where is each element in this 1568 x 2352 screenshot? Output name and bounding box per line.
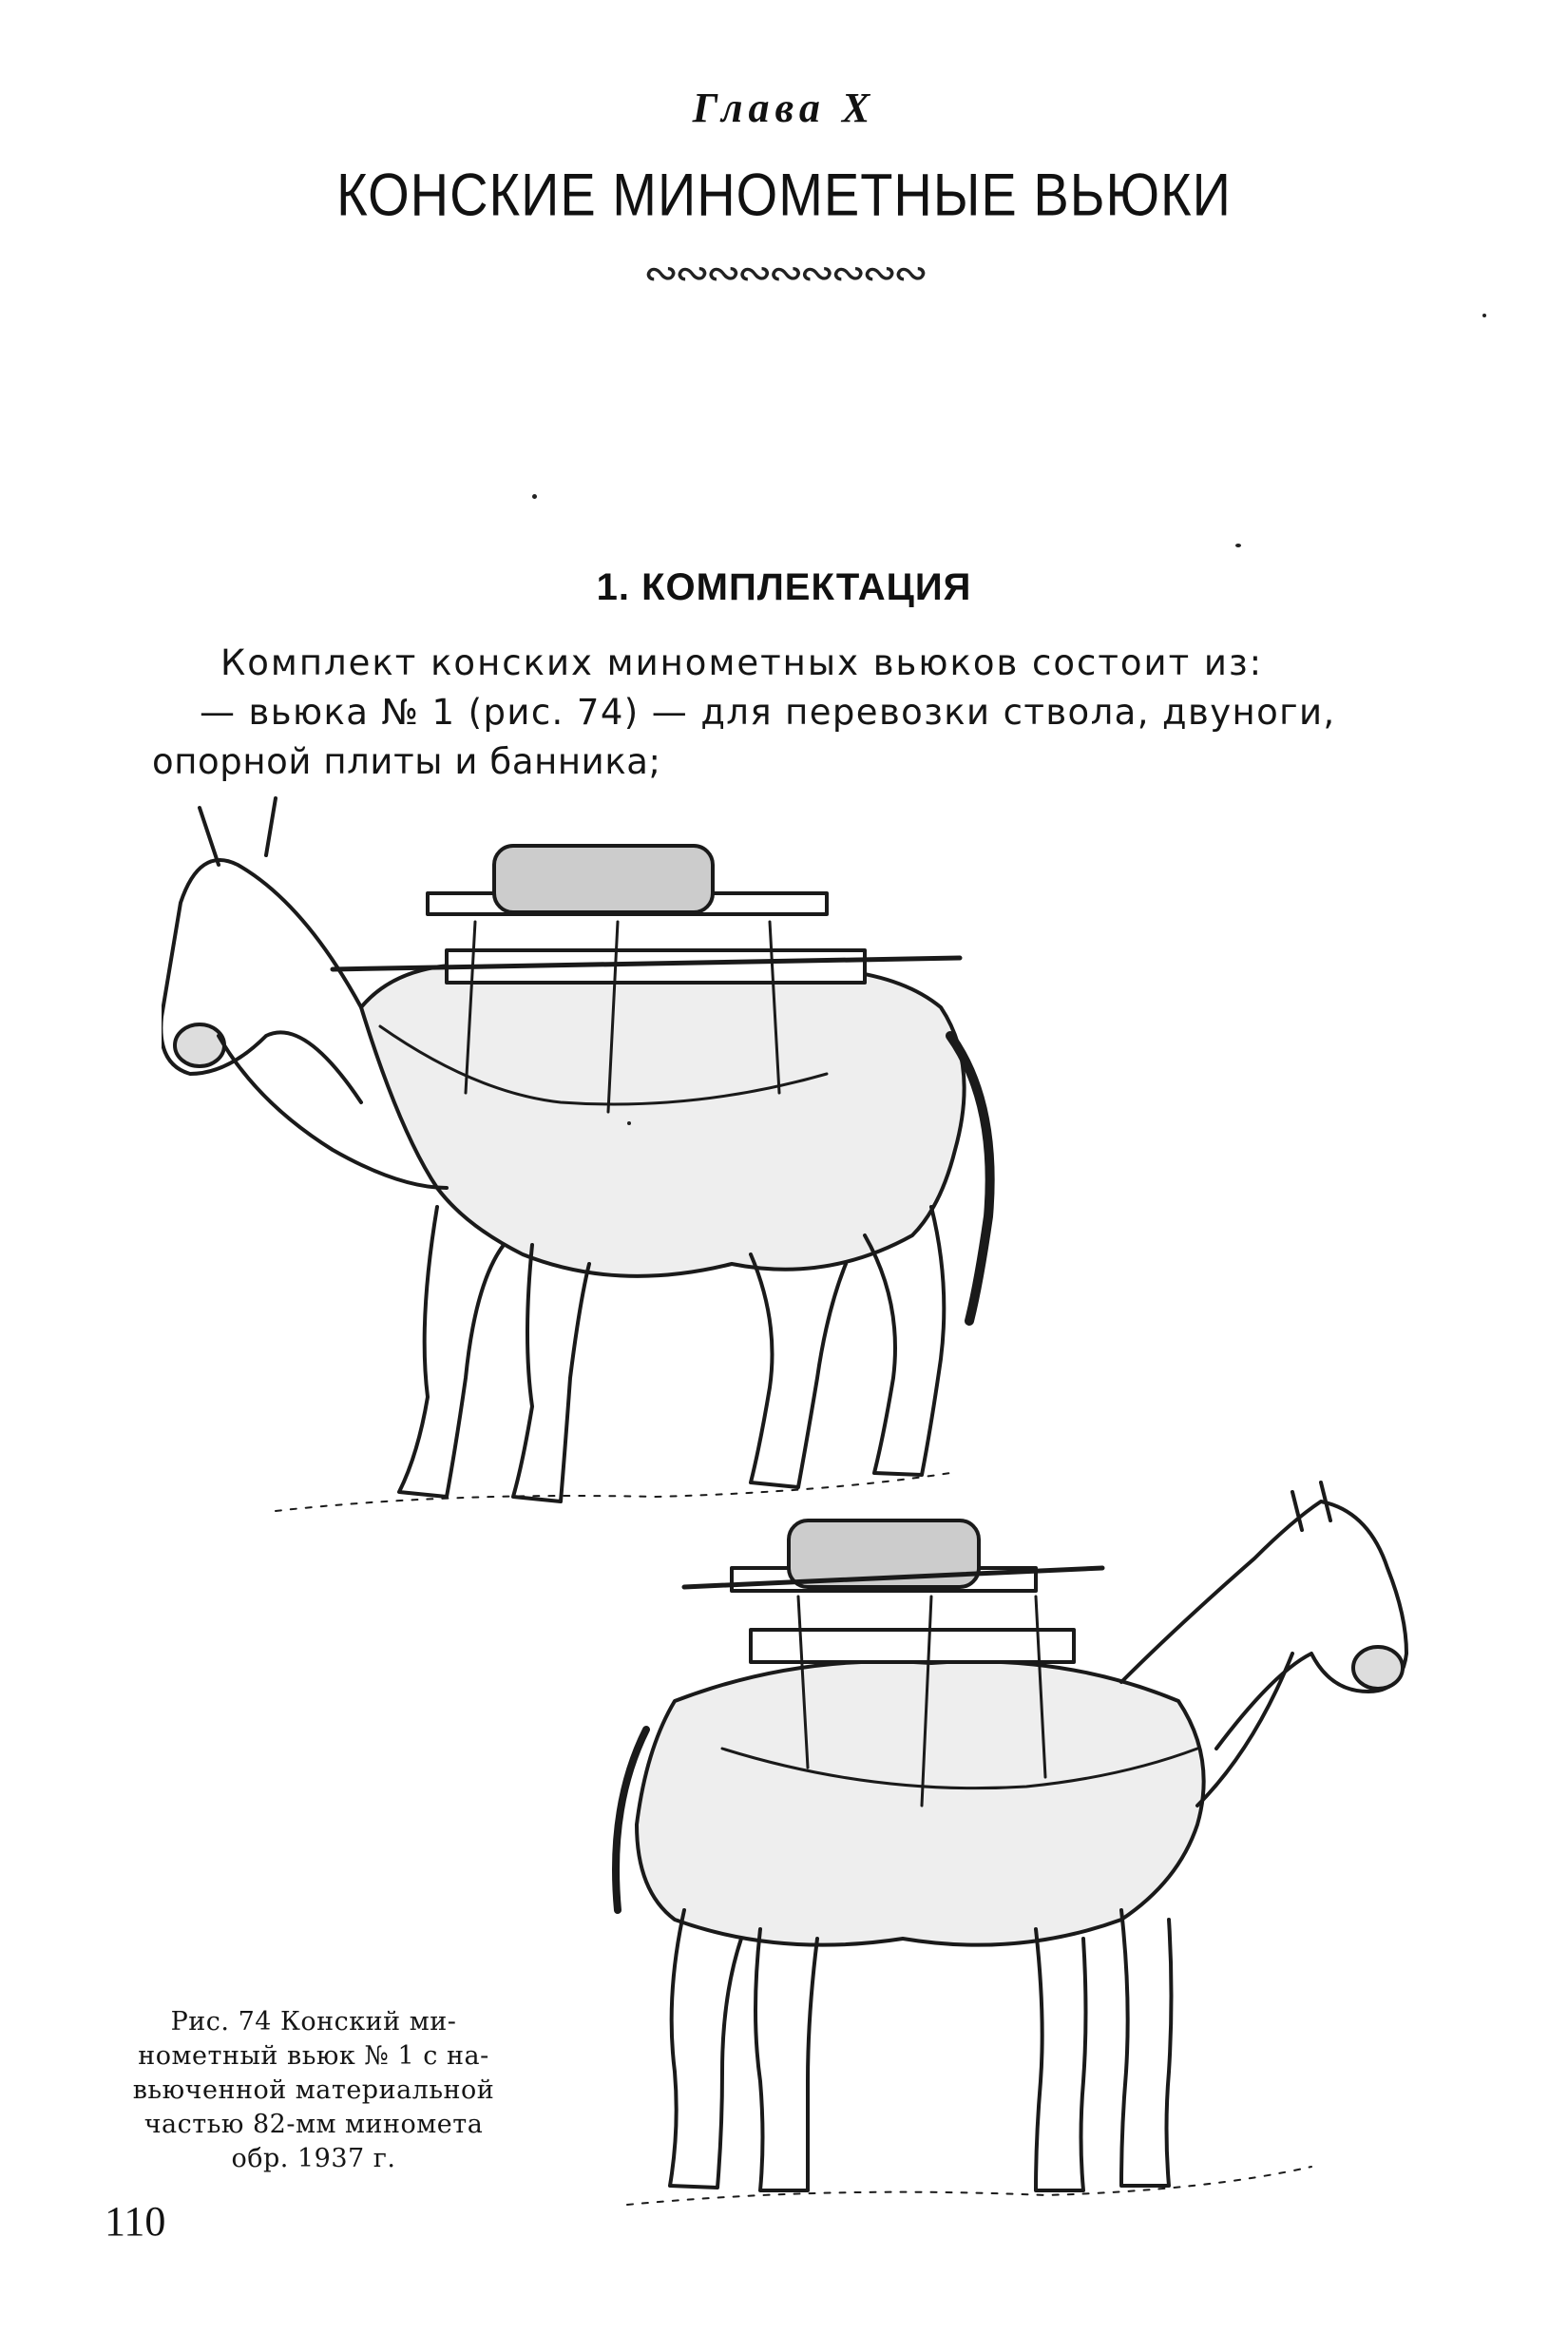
scan-speck [1482, 314, 1486, 317]
chapter-title: КОНСКИЕ МИНОМЕТНЫЕ ВЬЮКИ [336, 161, 1232, 228]
paragraph-line-2: — вьюка № 1 (рис. 74) — для перевозки ствола, двуноги, [200, 692, 1336, 733]
figure-caption [105, 2005, 523, 2176]
scan-speck [1235, 544, 1241, 547]
caption-line: частью 82-мм миномета [143, 2110, 484, 2139]
caption-line: обр. 1937 г. [231, 2144, 396, 2173]
caption-line: Рис. 74 Конский ми- [170, 2007, 457, 2036]
section-heading: 1. КОМПЛЕКТАЦИЯ [596, 566, 972, 608]
scan-speck [627, 1121, 631, 1125]
caption-line: вьюченной материальной [132, 2075, 495, 2105]
scan-speck [532, 494, 537, 499]
horse-illustration-left [162, 789, 1036, 1539]
chapter-label: Глава X [692, 85, 876, 131]
horse-illustration-right [589, 1463, 1425, 2224]
paragraph-line-1: Комплект конских минометных вьюков состоит из: [220, 642, 1264, 683]
decorative-ornament: ∾∾∾∾∾∾∾∾∾ [643, 249, 925, 297]
caption-line: нометный вьюк № 1 с на- [138, 2041, 489, 2071]
paragraph-line-3: опорной плиты и банника; [152, 741, 661, 782]
page-number: 110 [105, 2198, 166, 2245]
